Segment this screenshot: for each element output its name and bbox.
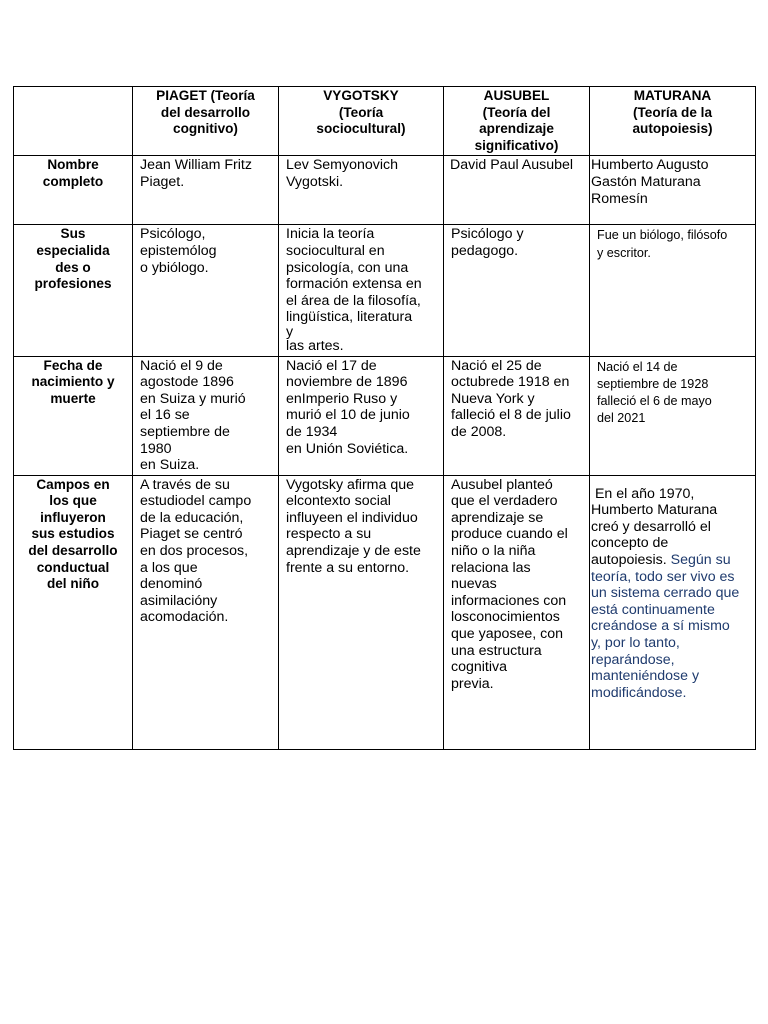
header-piaget: PIAGET (Teoría del desarrollo cognitivo) [133, 87, 279, 156]
cell-vygotsky-nombre: Lev Semyonovich Vygotski. [279, 156, 444, 225]
cell-ausubel-fechas: Nació el 25 de octubrede 1918 en Nueva York y falleció el 8 de julio de 2008. [444, 356, 590, 475]
row-label-especialidades: Sus especialida des o profesiones [14, 225, 133, 356]
table-row-campos [14, 475, 756, 749]
cell-vygotsky-especialidades: Inicia la teoría sociocultural en psicología, con una formación extensa en el área de la filosofía, lingüística, literatura y las artes. [279, 225, 444, 356]
comparison-table [13, 86, 756, 750]
maturana-mixed-line: autopoiesis. Según su [591, 552, 731, 569]
cell-maturana-fechas: Nació el 14 de septiembre de 1928 falleció el 6 de mayo del 2021 [590, 356, 756, 475]
cell-ausubel-especialidades: Psicólogo y pedagogo. [444, 225, 590, 356]
cell-vygotsky-fechas: Nació el 17 de noviembre de 1896 enImperio Ruso y murió el 10 de junio de 1934 en Unión Soviética. [279, 356, 444, 475]
table-row-especialidades [14, 225, 756, 356]
header-empty-cell [14, 87, 133, 156]
cell-piaget-fechas: Nació el 9 de agostode 1896 en Suiza y murió el 16 se septiembre de 1980 en Suiza. [133, 356, 279, 475]
cell-ausubel-nombre: David Paul Ausubel [444, 156, 590, 225]
header-maturana: MATURANA (Teoría de la autopoiesis) [590, 87, 756, 156]
header-ausubel: AUSUBEL (Teoría del aprendizaje significativo) [444, 87, 590, 156]
row-label-campos: Campos en los que influyeron sus estudios del desarrollo conductual del niño [14, 475, 133, 749]
table-row-nombre [14, 156, 756, 225]
header-vygotsky: VYGOTSKY (Teoría sociocultural) [279, 87, 444, 156]
cell-ausubel-campos: Ausubel planteó que el verdadero aprendizaje se produce cuando el niño o la niña relaciona las nuevas informaciones con losconocimientos que yaposee, con una estructura cognitiva previa. [444, 475, 590, 749]
cell-piaget-campos: A través de su estudiodel campo de la educación, Piaget se centró en dos procesos, a los que denominó asimilacióny acomodación. [133, 475, 279, 749]
cell-maturana-campos: En el año 1970, Humberto Maturana creó y desarrolló el concepto de autopoiesis. Según su teoría, todo ser vivo es un sistema cerrado que está continuamente creándose a sí mismo y, por lo tanto, reparándose, manteniéndose y modificándose. [590, 475, 756, 749]
row-label-nombre: Nombre completo [14, 156, 133, 225]
row-label-fechas: Fecha de nacimiento y muerte [14, 356, 133, 475]
cell-maturana-nombre: Humberto Augusto Gastón Maturana Romesín [590, 156, 756, 225]
table-row-fechas [14, 356, 756, 475]
cell-vygotsky-campos: Vygotsky afirma que elcontexto social influyeen el individuo respecto a su aprendizaje y de este frente a su entorno. [279, 475, 444, 749]
cell-piaget-nombre: Jean William Fritz Piaget. [133, 156, 279, 225]
cell-maturana-especialidades: Fue un biólogo, filósofo y escritor. [590, 225, 756, 356]
table-header-row [14, 87, 756, 156]
cell-piaget-especialidades: Psicólogo, epistemólog o ybiólogo. [133, 225, 279, 356]
